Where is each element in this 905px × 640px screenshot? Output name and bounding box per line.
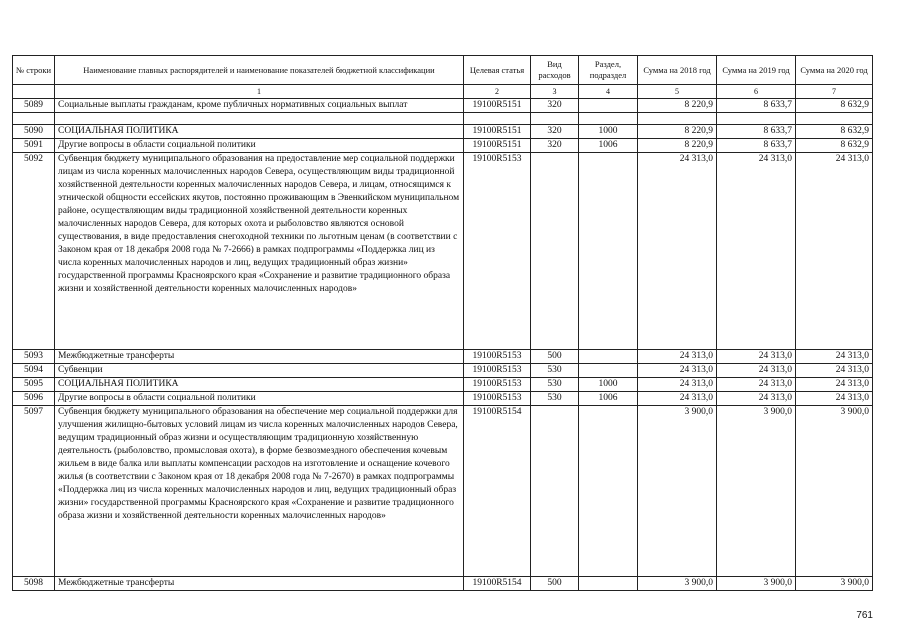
row-target-code: 19100R5151: [464, 125, 531, 139]
row-sum-2020: 24 313,0: [796, 153, 873, 350]
row-section: 1006: [579, 392, 638, 406]
row-sum-2020: 8 632,9: [796, 139, 873, 153]
column-number: [13, 85, 55, 99]
table-row: [13, 378, 873, 392]
column-number: 2: [464, 85, 531, 99]
row-sum-2019: 24 313,0: [717, 392, 796, 406]
page-number: 761: [856, 610, 873, 621]
table-row: [13, 364, 873, 378]
row-sum-2019: 24 313,0: [717, 350, 796, 364]
row-name: Субвенции: [55, 364, 464, 378]
row-sum-2018: 24 313,0: [638, 392, 717, 406]
spacer-cell: [464, 113, 531, 125]
row-sum-2018: 8 220,9: [638, 99, 717, 113]
header-vid: Вид расходов: [531, 56, 579, 85]
row-target-code: 19100R5153: [464, 392, 531, 406]
spacer-row: [13, 113, 873, 125]
row-target-code: 19100R5154: [464, 406, 531, 577]
header-row: [13, 56, 873, 85]
row-expense-type: [531, 406, 579, 577]
row-sum-2020: 24 313,0: [796, 378, 873, 392]
spacer-cell: [638, 113, 717, 125]
row-section: [579, 577, 638, 591]
row-sum-2018: 24 313,0: [638, 153, 717, 350]
row-sum-2019: 8 633,7: [717, 125, 796, 139]
table-row: [13, 350, 873, 364]
row-target-code: 19100R5151: [464, 99, 531, 113]
row-sum-2018: 8 220,9: [638, 125, 717, 139]
row-name: Другие вопросы в области социальной политики: [55, 139, 464, 153]
row-sum-2019: 3 900,0: [717, 577, 796, 591]
row-sum-2019: 8 633,7: [717, 99, 796, 113]
row-target-code: 19100R5151: [464, 139, 531, 153]
row-section: [579, 350, 638, 364]
table-row: [13, 99, 873, 113]
row-target-code: 19100R5153: [464, 153, 531, 350]
table-row: [13, 139, 873, 153]
row-sum-2018: 3 900,0: [638, 577, 717, 591]
row-section: [579, 406, 638, 577]
column-number: 5: [638, 85, 717, 99]
row-sum-2020: 8 632,9: [796, 125, 873, 139]
row-sum-2018: 24 313,0: [638, 378, 717, 392]
row-sum-2019: 8 633,7: [717, 139, 796, 153]
row-number: 5098: [13, 577, 55, 591]
spacer-cell: [55, 113, 464, 125]
budget-table: [12, 55, 873, 591]
row-number: 5094: [13, 364, 55, 378]
budget-sheet: [12, 55, 872, 591]
row-name: Межбюджетные трансферты: [55, 350, 464, 364]
row-expense-type: 320: [531, 99, 579, 113]
row-section: [579, 99, 638, 113]
spacer-cell: [717, 113, 796, 125]
row-name: Субвенция бюджету муниципального образования на предоставление мер социальной поддержки лицам из числа коренных малочисленных народов Севера, осуществляющим виды традиционной хозяйственной деятельности коренных малочисленных народов Севера, и лицам, относящимся к этнической общности ессейских якутов, постоянно проживающим в Эвенкийском муниципальном районе, осуществляющим виды традиционной хозяйственной деятельности коренных малочисленных народов Севера, для которых охота и рыболовство являются основой существования, в виде предоставления снегоходной техники по льготным ценам (в соответствии с Законом края от 18 декабря 2008 года № 7-2666) в рамках подпрограммы «Поддержка лиц из числа коренных малочисленных народов и лиц, ведущих традиционный образ жизни» государственной программы Красноярского края «Сохранение и развитие традиционного образа жизни и хозяйственной деятельности коренных малочисленных народов»: [55, 153, 464, 350]
row-expense-type: 500: [531, 350, 579, 364]
header-name: Наименование главных распорядителей и наименование показателей бюджетной классификации: [55, 56, 464, 85]
row-section: 1006: [579, 139, 638, 153]
row-name: СОЦИАЛЬНАЯ ПОЛИТИКА: [55, 378, 464, 392]
row-section: [579, 364, 638, 378]
row-sum-2020: 8 632,9: [796, 99, 873, 113]
row-sum-2018: 24 313,0: [638, 364, 717, 378]
row-number: 5092: [13, 153, 55, 350]
header-sum-2019: Сумма на 2019 год: [717, 56, 796, 85]
column-number-row: [13, 85, 873, 99]
header-sum-2018: Сумма на 2018 год: [638, 56, 717, 85]
row-section: 1000: [579, 378, 638, 392]
row-number: 5093: [13, 350, 55, 364]
column-number: 1: [55, 85, 464, 99]
table-row: [13, 392, 873, 406]
column-number: 3: [531, 85, 579, 99]
spacer-cell: [579, 113, 638, 125]
row-target-code: 19100R5153: [464, 350, 531, 364]
row-number: 5095: [13, 378, 55, 392]
row-name: Субвенция бюджету муниципального образования на обеспечение мер социальной поддержки для улучшения жилищно-бытовых условий лицам из числа коренных малочисленных народов Севера, ведущим традиционный образ жизни и осуществляющим традиционную хозяйственную деятельность (рыболовство, промысловая охота), в форме безвозмездного обеспечения кочевым жильем в виде балка или выплаты компенсации расходов на изготовление и оснащение кочевого жилья (в соответствии с Законом края от 18 декабря 2008 года № 7-2670) в рамках подпрограммы «Поддержка лиц из числа коренных малочисленных народов и лиц, ведущих традиционный образ жизни» государственной программы Красноярского края «Сохранение и развитие традиционного образа жизни и хозяйственной деятельности коренных малочисленных народов»: [55, 406, 464, 577]
row-target-code: 19100R5154: [464, 577, 531, 591]
spacer-cell: [531, 113, 579, 125]
row-sum-2018: 8 220,9: [638, 139, 717, 153]
row-name: СОЦИАЛЬНАЯ ПОЛИТИКА: [55, 125, 464, 139]
table-row: [13, 153, 873, 350]
row-expense-type: 530: [531, 378, 579, 392]
row-sum-2019: 24 313,0: [717, 378, 796, 392]
row-number: 5091: [13, 139, 55, 153]
row-expense-type: 320: [531, 139, 579, 153]
row-expense-type: 320: [531, 125, 579, 139]
row-sum-2020: 24 313,0: [796, 392, 873, 406]
row-sum-2020: 3 900,0: [796, 577, 873, 591]
header-row-no: № строки: [13, 56, 55, 85]
row-target-code: 19100R5153: [464, 378, 531, 392]
row-sum-2019: 24 313,0: [717, 364, 796, 378]
row-expense-type: [531, 153, 579, 350]
column-number: 7: [796, 85, 873, 99]
column-number: 6: [717, 85, 796, 99]
row-number: 5090: [13, 125, 55, 139]
table-row: [13, 577, 873, 591]
row-number: 5089: [13, 99, 55, 113]
column-number: 4: [579, 85, 638, 99]
row-name: Социальные выплаты гражданам, кроме публичных нормативных социальных выплат: [55, 99, 464, 113]
row-section: 1000: [579, 125, 638, 139]
row-sum-2019: 3 900,0: [717, 406, 796, 577]
row-sum-2020: 24 313,0: [796, 364, 873, 378]
header-razdel: Раздел, подраздел: [579, 56, 638, 85]
row-sum-2018: 3 900,0: [638, 406, 717, 577]
table-row: [13, 406, 873, 577]
header-code: Целевая статья: [464, 56, 531, 85]
row-name: Межбюджетные трансферты: [55, 577, 464, 591]
row-number: 5097: [13, 406, 55, 577]
row-number: 5096: [13, 392, 55, 406]
table-body: [13, 99, 873, 591]
row-name: Другие вопросы в области социальной политики: [55, 392, 464, 406]
row-sum-2020: 3 900,0: [796, 406, 873, 577]
row-target-code: 19100R5153: [464, 364, 531, 378]
row-expense-type: 530: [531, 364, 579, 378]
row-expense-type: 500: [531, 577, 579, 591]
row-sum-2020: 24 313,0: [796, 350, 873, 364]
header-sum-2020: Сумма на 2020 год: [796, 56, 873, 85]
table-row: [13, 125, 873, 139]
row-expense-type: 530: [531, 392, 579, 406]
row-section: [579, 153, 638, 350]
spacer-cell: [796, 113, 873, 125]
row-sum-2018: 24 313,0: [638, 350, 717, 364]
row-sum-2019: 24 313,0: [717, 153, 796, 350]
spacer-cell: [13, 113, 55, 125]
